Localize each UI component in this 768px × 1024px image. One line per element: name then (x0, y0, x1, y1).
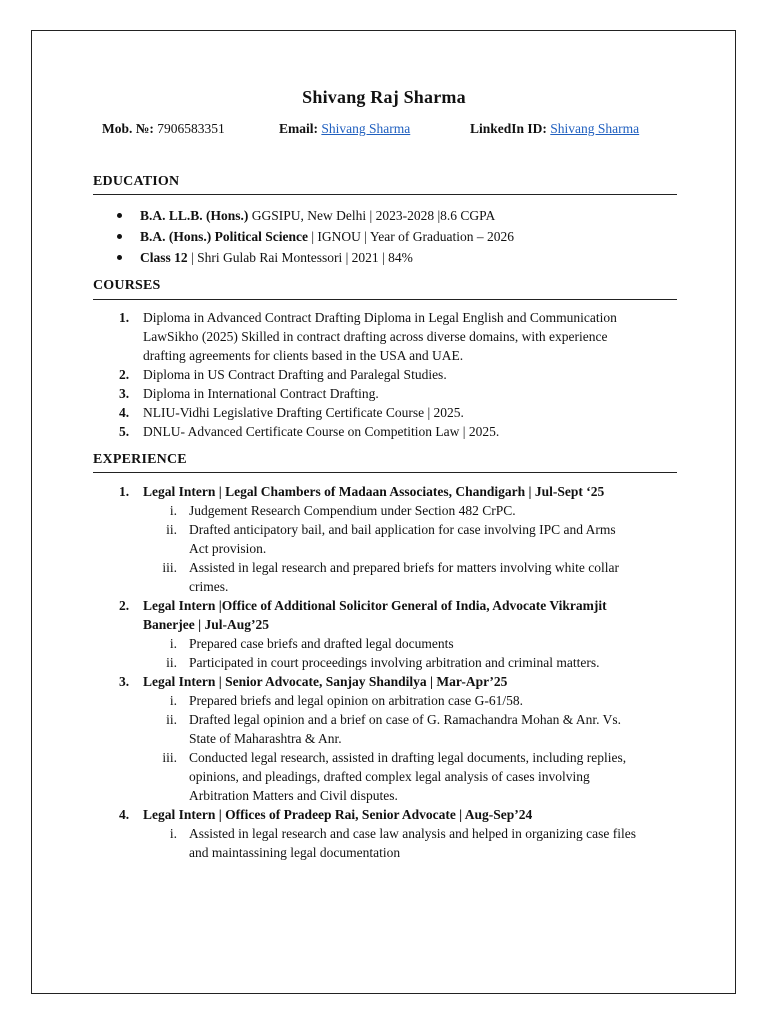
roman-numeral: ii. (166, 712, 177, 727)
list-number: 3. (119, 674, 130, 689)
mobile-label: Mob. №: (102, 121, 154, 136)
subitem-text: Prepared briefs and legal opinion on arbitration case G-61/58. (189, 693, 524, 708)
degree-details: | IGNOU | Year of Graduation – 2026 (307, 229, 514, 244)
roman-numeral: i. (169, 693, 177, 708)
course-text: drafting agreements for clients based in the USA and UAE. (143, 348, 464, 363)
experience-subitem (93, 634, 683, 653)
experience-title: Banerjee | Jul-Aug’25 (143, 617, 269, 632)
experience-subitem (93, 558, 683, 596)
education-divider (93, 194, 677, 195)
subitem-text: Judgement Research Compendium under Section 482 CrPC. (189, 503, 516, 518)
education-item (93, 247, 683, 268)
roman-numeral: i. (169, 636, 177, 651)
course-text: Diploma in International Contract Drafting. (143, 386, 379, 401)
subitem-text: Arbitration Matters and Civil disputes. (189, 788, 398, 803)
roman-numeral: ii. (166, 522, 177, 537)
list-number: 1. (119, 310, 130, 325)
subitem-text: Drafted legal opinion and a brief on case of G. Ramachandra Mohan & Anr. Vs. (189, 712, 621, 727)
courses-heading: COURSES (93, 278, 161, 293)
degree-name: B.A. LL.B. (Hons.) (140, 208, 249, 223)
subitem-text: Assisted in legal research and case law analysis and helped in organizing case files (189, 826, 636, 841)
course-text: DNLU- Advanced Certificate Course on Competition Law | 2025. (143, 424, 500, 439)
roman-numeral: i. (169, 503, 177, 518)
course-text: Diploma in US Contract Drafting and Paralegal Studies. (143, 367, 447, 382)
email-link[interactable]: Shivang Sharma (321, 121, 411, 136)
subitem-text: Prepared case briefs and drafted legal documents (189, 636, 454, 651)
roman-numeral: iii. (162, 750, 177, 765)
subitem-text: Drafted anticipatory bail, and bail application for case involving IPC and Arms (189, 522, 616, 537)
subitem-text: Participated in court proceedings involving arbitration and criminal matters. (189, 655, 600, 670)
list-number: 2. (119, 598, 130, 613)
experience-subitem (93, 710, 683, 748)
list-number: 4. (119, 405, 130, 420)
course-item (93, 365, 683, 384)
experience-item (93, 482, 683, 501)
subitem-text: Assisted in legal research and prepared briefs for matters involving white collar (189, 560, 619, 575)
course-text: LawSikho (2025) Skilled in contract drafting across diverse domains, with experience (143, 329, 608, 344)
list-number: 4. (119, 807, 130, 822)
courses-list (93, 308, 683, 441)
roman-numeral: i. (169, 826, 177, 841)
subitem-text: and maintassining legal documentation (189, 845, 401, 860)
degree-name: B.A. (Hons.) Political Science (140, 229, 308, 244)
mobile-number: 7906583351 (157, 121, 225, 136)
experience-divider (93, 472, 677, 473)
linkedin-contact (470, 121, 639, 137)
experience-subitem (93, 653, 683, 672)
experience-title: Legal Intern | Offices of Pradeep Rai, Senior Advocate | Aug-Sep’24 (143, 807, 533, 822)
roman-numeral: iii. (162, 560, 177, 575)
courses-divider (93, 299, 677, 300)
subitem-text: Conducted legal research, assisted in drafting legal documents, including replies, (189, 750, 627, 765)
course-item (93, 308, 683, 365)
experience-subitem (93, 520, 683, 558)
degree-name: Class 12 (140, 250, 188, 265)
mobile-contact (102, 121, 225, 137)
experience-subitem (93, 748, 683, 805)
experience-subitem (93, 501, 683, 520)
list-number: 3. (119, 386, 130, 401)
experience-heading: EXPERIENCE (93, 452, 187, 467)
experience-subitem (93, 691, 683, 710)
candidate-name: Shivang Raj Sharma (302, 87, 466, 107)
experience-item (93, 596, 683, 634)
experience-item (93, 805, 683, 824)
subitem-text: State of Maharashtra & Anr. (189, 731, 342, 746)
education-item (93, 205, 683, 226)
experience-title: Legal Intern | Legal Chambers of Madaan Associates, Chandigarh | Jul-Sept ‘25 (143, 484, 605, 499)
experience-item (93, 672, 683, 691)
list-number: 2. (119, 367, 130, 382)
list-number: 1. (119, 484, 130, 499)
course-item (93, 384, 683, 403)
experience-subitem (93, 824, 683, 862)
experience-title: Legal Intern |Office of Additional Solicitor General of India, Advocate Vikramjit (143, 598, 607, 613)
list-number: 5. (119, 424, 130, 439)
experience-list (93, 482, 683, 862)
degree-details: | Shri Gulab Rai Montessori | 2021 | 84% (187, 250, 413, 265)
subitem-text: crimes. (189, 579, 229, 594)
education-heading: EDUCATION (93, 174, 180, 189)
degree-details: GGSIPU, New Delhi | 2023-2028 |8.6 CGPA (248, 208, 496, 223)
email-label: Email: (279, 121, 318, 136)
experience-title: Legal Intern | Senior Advocate, Sanjay Shandilya | Mar-Apr’25 (143, 674, 508, 689)
course-text: NLIU-Vidhi Legislative Drafting Certificate Course | 2025. (143, 405, 464, 420)
course-text: Diploma in Advanced Contract Drafting Diploma in Legal English and Communication (143, 310, 617, 325)
bullet-icon (117, 213, 122, 218)
linkedin-link[interactable]: Shivang Sharma (550, 121, 640, 136)
subitem-text: Act provision. (189, 541, 267, 556)
email-contact (279, 121, 410, 137)
course-item (93, 403, 683, 422)
linkedin-label: LinkedIn ID: (470, 121, 547, 136)
education-item (93, 226, 683, 247)
subitem-text: opinions, and pleadings, drafted complex legal analysis of cases involving (189, 769, 590, 784)
roman-numeral: ii. (166, 655, 177, 670)
bullet-icon (117, 234, 122, 239)
bullet-icon (117, 255, 122, 260)
course-item (93, 422, 683, 441)
education-list (93, 205, 683, 268)
